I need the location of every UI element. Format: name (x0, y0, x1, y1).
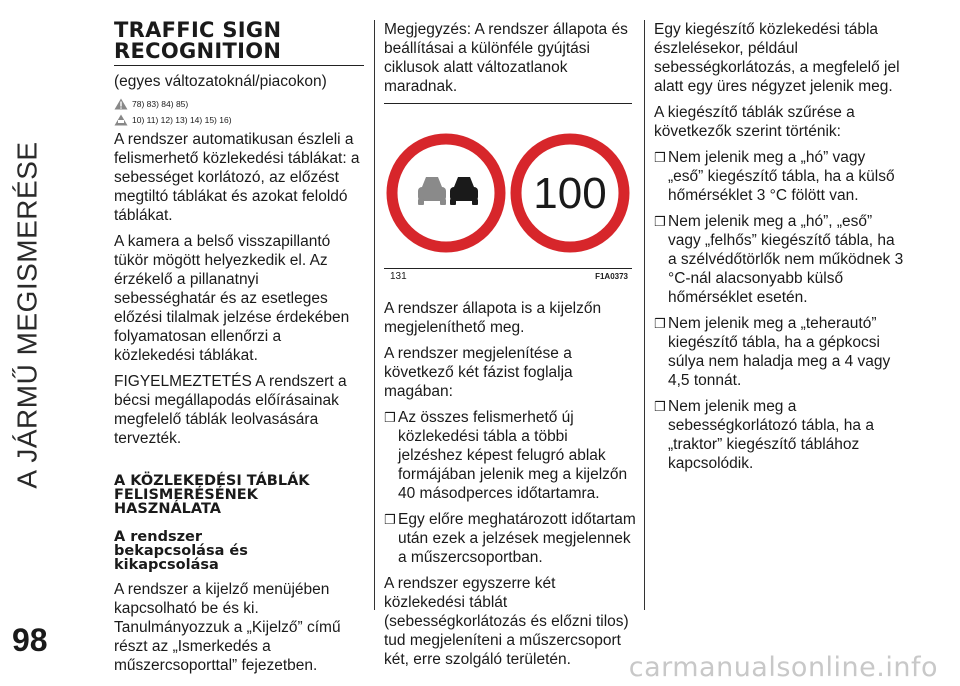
speed-limit-value: 100 (533, 169, 607, 218)
list-item (654, 148, 904, 205)
section-heading (114, 474, 364, 516)
paragraph: A rendszer automatikusan észleli a felismerhető közlekedési táblákat: a sebességet korlátozó, az előzést megtiltó táblákat és azokat feloldó táblákat. (114, 131, 360, 224)
section-heading-line: A KÖZLEKEDÉSI TÁBLÁK (114, 473, 310, 489)
list-item (384, 408, 636, 503)
figure-bottom-rule (384, 268, 632, 269)
main-heading (114, 20, 364, 62)
warning-triangle-icon (114, 98, 128, 110)
checkbox-bullet-icon: ❒ (384, 410, 396, 425)
chapter-side-title (8, 20, 48, 610)
checkbox-bullet-icon: ❒ (654, 316, 666, 331)
list-item-text: Nem jelenik meg a sebességkorlátozó tábla, ha a „traktor” kiegészítő táblához kapcsolódik. (668, 398, 874, 472)
checkbox-bullet-icon: ❒ (654, 214, 666, 229)
note-paragraph: Megjegyzés: A rendszer állapota és beállításai a különféle gyújtási ciklusok alatt változatlanok maradnak. (384, 21, 628, 95)
caution-reference-row (114, 114, 364, 126)
paragraph: A rendszer megjelenítése a következő két fázist foglalja magában: (384, 345, 573, 400)
column-3 (654, 20, 904, 480)
figure-top-rule (384, 103, 632, 104)
caution-triangle-icon (114, 114, 128, 126)
list-item-text: Nem jelenik meg a „hó”, „eső” vagy „felhős” kiegészítő tábla, ha a szélvédőtörlők nem működnek 3 °C-nál alacsonyabb külső hőmérséklet esetén. (668, 213, 904, 306)
no-overtaking-sign-icon (392, 139, 500, 247)
paragraph: Egy kiegészítő közlekedési tábla észlelésekor, például sebességkorlátozás, a megfelelő jel alatt egy üres négyzet jelenik meg. (654, 21, 900, 95)
heading-subtitle: (egyes változatoknál/piacokon) (114, 73, 327, 90)
figure-code: F1A0373 (595, 272, 628, 281)
list-item-text: Egy előre meghatározott időtartam után ezek a jelzések megjelennek a műszercsoportban. (398, 511, 636, 566)
checkbox-bullet-icon: ❒ (654, 150, 666, 165)
main-heading-line: RECOGNITION (114, 39, 282, 63)
subsection-heading (114, 530, 364, 572)
figure-number: 131 (390, 271, 407, 282)
subsection-heading-line: A rendszer (114, 529, 203, 545)
watermark-text: carmanualsonline.info (628, 652, 938, 683)
section-heading-line: HASZNÁLATA (114, 501, 221, 517)
warning-reference-row (114, 98, 364, 110)
list-item (384, 510, 636, 567)
page-number: 98 (12, 622, 48, 658)
section-heading-line: FELISMERÉSÉNEK (114, 487, 258, 503)
warning-reference-numbers: 78) 83) 84) 85) (132, 99, 189, 109)
list-item (654, 314, 904, 390)
column-divider (644, 20, 645, 610)
main-heading-line: TRAFFIC SIGN (114, 18, 282, 42)
caution-reference-numbers: 10) 11) 12) 13) 14) 15) 16) (132, 115, 232, 125)
list-item-text: Az összes felismerhető új közlekedési tábla a többi jelzéshez képest felugró ablak formájában jelenik meg a kijelzőn 40 másodperces időtartamra. (398, 409, 628, 502)
subsection-heading-line: kikapcsolása (114, 557, 219, 573)
checkbox-bullet-icon: ❒ (384, 512, 396, 527)
chapter-title-text: A JÁRMŰ MEGISMERÉSE (12, 141, 43, 489)
paragraph: A rendszer a kijelző menüjében kapcsolható be és ki. Tanulmányozzuk a „Kijelző” című részt az „Ismerkedés a műszercsoporttal” fejezetben. (114, 581, 341, 674)
paragraph: A kiegészítő táblák szűrése a következők szerint történik: (654, 104, 855, 140)
paragraph: A kamera a belső visszapillantó tükör mögött helyezkedik el. Az érzékelő a pillanatnyi sebességhatár és az esetleges előzési tilalmak jelzése érdekében folyamatosan ellenőrzi a közlekedési táblákat. (114, 233, 350, 364)
paragraph: A rendszer egyszerre két közlekedési táblát (sebességkorlátozás és előzni tilos) tud megjeleníteni a műszercsoport két, erre szolgáló területén. (384, 575, 629, 668)
checkbox-bullet-icon: ❒ (654, 399, 666, 414)
list-item (654, 212, 904, 307)
warning-paragraph: FIGYELMEZTETÉS A rendszert a bécsi megállapodás előírásainak megfelelő táblák leolvasására tervezték. (114, 373, 347, 447)
list-item (654, 397, 904, 473)
paragraph: A rendszer állapota is a kijelzőn megjeleníthető meg. (384, 300, 602, 336)
column-divider (374, 20, 375, 610)
heading-rule (114, 65, 364, 66)
speed-limit-sign-icon (516, 139, 624, 247)
column-2 (384, 20, 636, 676)
list-item-text: Nem jelenik meg a „teherautó” kiegészítő tábla, ha a gépkocsi súlya nem haladja meg a 4 vagy 4,5 tonnát. (668, 315, 891, 389)
subsection-heading-line: bekapcsolása és (114, 543, 248, 559)
figure-illustration (384, 113, 632, 263)
traffic-sign-figure (384, 103, 632, 283)
list-item-text: Nem jelenik meg a „hó” vagy „eső” kiegészítő tábla, ha a külső hőmérséklet 3 °C fölött van. (668, 149, 895, 204)
column-1 (114, 20, 364, 682)
